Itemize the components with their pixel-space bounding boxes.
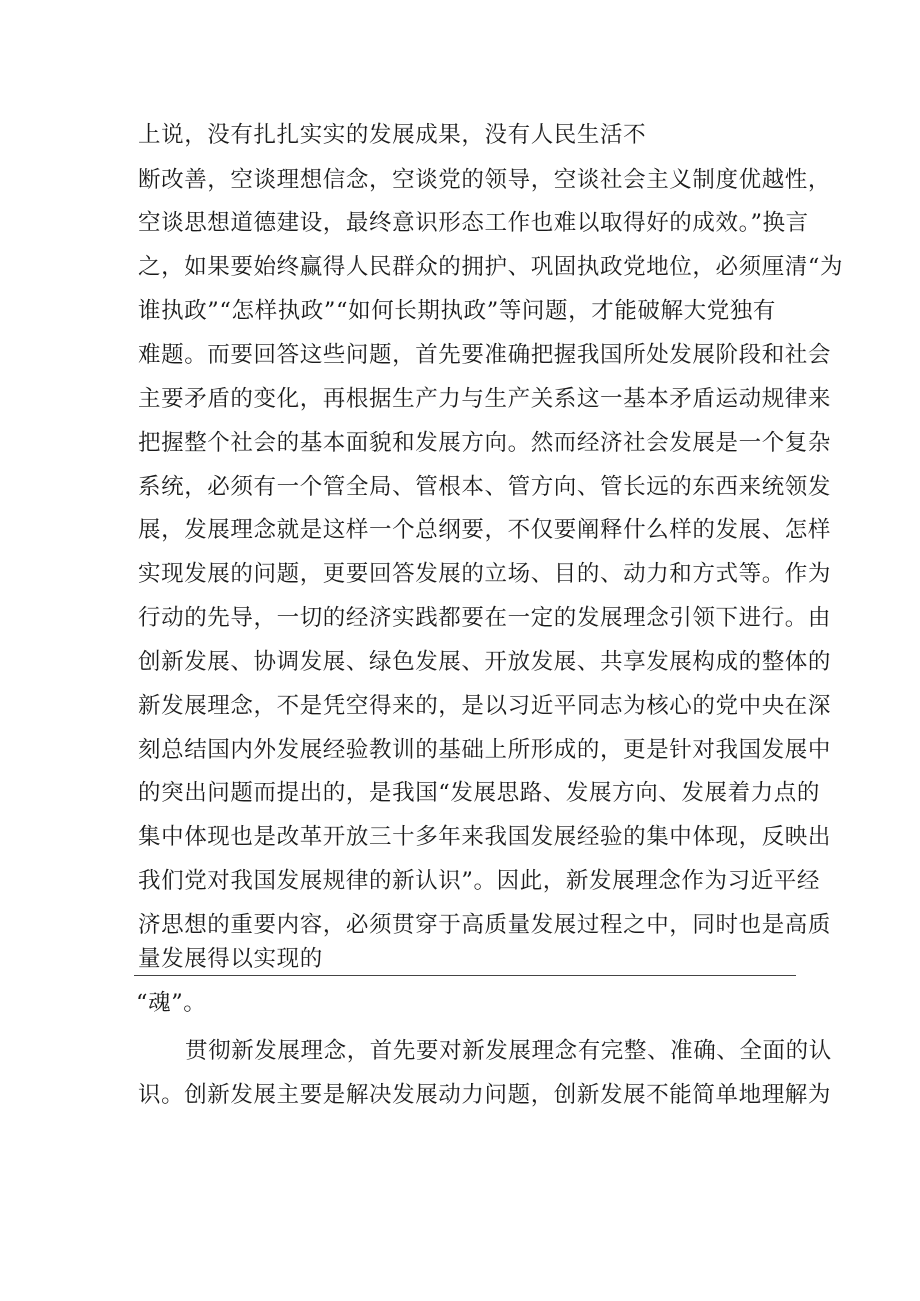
text-line: “魂”。 (136, 990, 207, 1016)
text-line: 断改善，空谈理想信念，空谈党的领导，空谈社会主义制度优越性， (138, 167, 832, 193)
text-line: 创新发展、协调发展、绿色发展、开放发展、共享发展构成的整体的 (138, 649, 832, 675)
text-line: 之，如果要始终赢得人民群众的拥护、巩固执政党地位，必须厘清“为 (138, 254, 844, 280)
text-line: 我们党对我国发展规律的新认识”。因此，新发展理念作为习近平经 (138, 868, 821, 894)
text-line: 行动的先导，一切的经济实践都要在一定的发展理念引领下进行。由 (138, 605, 832, 631)
text-line: 刻总结国内外发展经验教训的基础上所形成的，更是针对我国发展中 (138, 737, 832, 763)
text-line: 展，发展理念就是这样一个总纲要，不仅要阐释什么样的发展、怎样 (138, 517, 832, 543)
text-line: 把握整个社会的基本面貌和发展方向。然而经济社会发展是一个复杂 (138, 430, 832, 456)
text-line: 谁执政”“怎样执政”“如何长期执政”等问题，才能破解大党独有 (138, 298, 777, 324)
text-line: 新发展理念，不是凭空得来的，是以习近平同志为核心的党中央在深 (138, 693, 832, 719)
text-line: 的突出问题而提出的，是我国“发展思路、发展方向、发展着力点的 (138, 780, 821, 806)
text-line: 系统，必须有一个管全局、管根本、管方向、管长远的东西来统领发 (138, 474, 832, 500)
text-line: 识。创新发展主要是解决发展动力问题，创新发展不能简单地理解为 (138, 1082, 832, 1108)
text-line: 难题。而要回答这些问题，首先要准确把握我国所处发展阶段和社会 (138, 342, 832, 368)
page-break-rule (134, 975, 796, 976)
text-line: 量发展得以实现的 (138, 946, 323, 972)
text-line: 主要矛盾的变化，再根据生产力与生产关系这一基本矛盾运动规律来 (138, 386, 832, 412)
text-line: 济思想的重要内容，必须贯穿于高质量发展过程之中，同时也是高质 (138, 912, 832, 938)
text-line: 上说，没有扎扎实实的发展成果，没有人民生活不 (138, 122, 647, 148)
text-line: 集中体现也是改革开放三十多年来我国发展经验的集中体现，反映出 (138, 824, 832, 850)
text-line: 空谈思想道德建设，最终意识形态工作也难以取得好的成效。”换言 (138, 210, 809, 236)
text-line: 实现发展的问题，更要回答发展的立场、目的、动力和方式等。作为 (138, 561, 832, 587)
paragraph-first-line: 贯彻新发展理念，首先要对新发展理念有完整、准确、全面的认 (185, 1038, 832, 1064)
